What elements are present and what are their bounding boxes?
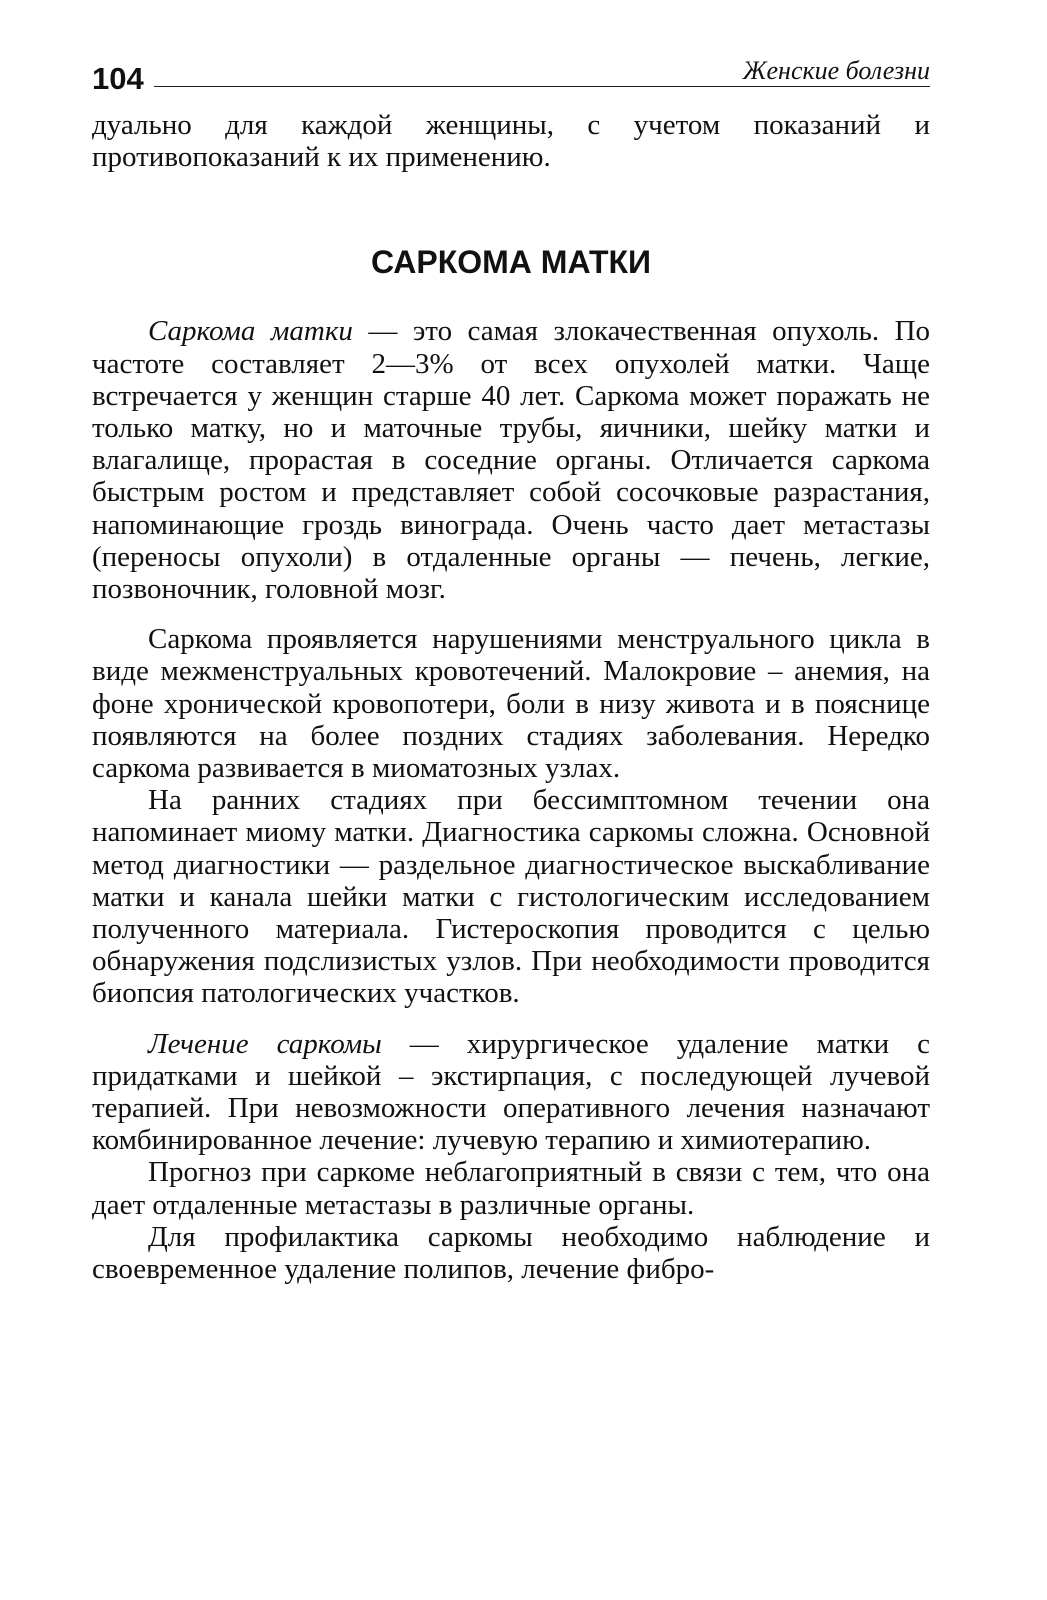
page-number: 104 (92, 63, 154, 94)
page-header (92, 40, 930, 96)
paragraph-lead-term: Саркома матки (148, 315, 353, 348)
paragraph-prevention: Для профилактика саркомы необходимо наблюдение и своевременное удаление полипов, лечение фибро- (92, 1220, 930, 1286)
paragraph-prognosis: Прогноз при саркоме неблагоприятный в связи с тем, что она дает отдаленные метастазы в различные органы. (92, 1156, 930, 1221)
paragraph-symptoms: Саркома проявляется нарушениями менструального цикла в виде межменструальных кровотечений. Малокровие – анемия, на фоне хронической кровопотери, боли в низу живота и в пояснице появляются на более поздних стадиях заболевания. Нередко саркома развивается в миоматозных узлах. (92, 623, 930, 785)
paragraph-diagnostics: На ранних стадиях при бессимптомном течении она напоминает миому матки. Диагностика саркомы сложна. Основной метод диагностики — раздельное диагностическое выскабливание матки и канала шейки матки с гистологическим исследованием полученного материала. Гистероскопия проводится с целью обнаружения подслизистых узлов. При необходимости проводится биопсия патологических участков. (92, 784, 930, 1010)
paragraph-lead-term: Лечение саркомы (148, 1027, 382, 1060)
running-title: Женские болезни (742, 56, 930, 85)
section-title: САРКОМА МАТКИ (370, 244, 652, 281)
paragraph-treatment (92, 1028, 930, 1157)
paragraph-text: — это самая злокачественная опухоль. По частоте составляет 2—3% от всех опухолей матки. Чаще встречается у женщин старше 40 лет. Саркома может поражать не только матку, но и маточные трубы, яичники, шейку матки и влагалище, прорастая в соседние органы. Отличается саркома быстрым ростом и представляет собой сосочковые разрастания, напоминающие гроздь винограда. Очень часто дает метастазы (переносы опухоли) в отдаленные органы — печень, легкие, позвоночник, головной мозг. (92, 315, 931, 606)
paragraph-text: — хирургическое удаление матки с придатками и шейкой – экстирпация, с последующей лучевой терапией. При невозможности оперативного лечения назначают комбинированное лечение: лучевую терапию и химиотерапию. (92, 1027, 930, 1157)
paragraph-definition (92, 315, 930, 605)
intro-paragraph: дуально для каждой женщины, с учетом показаний и противопоказаний к их применению. (92, 109, 930, 174)
book-page (92, 40, 930, 1285)
